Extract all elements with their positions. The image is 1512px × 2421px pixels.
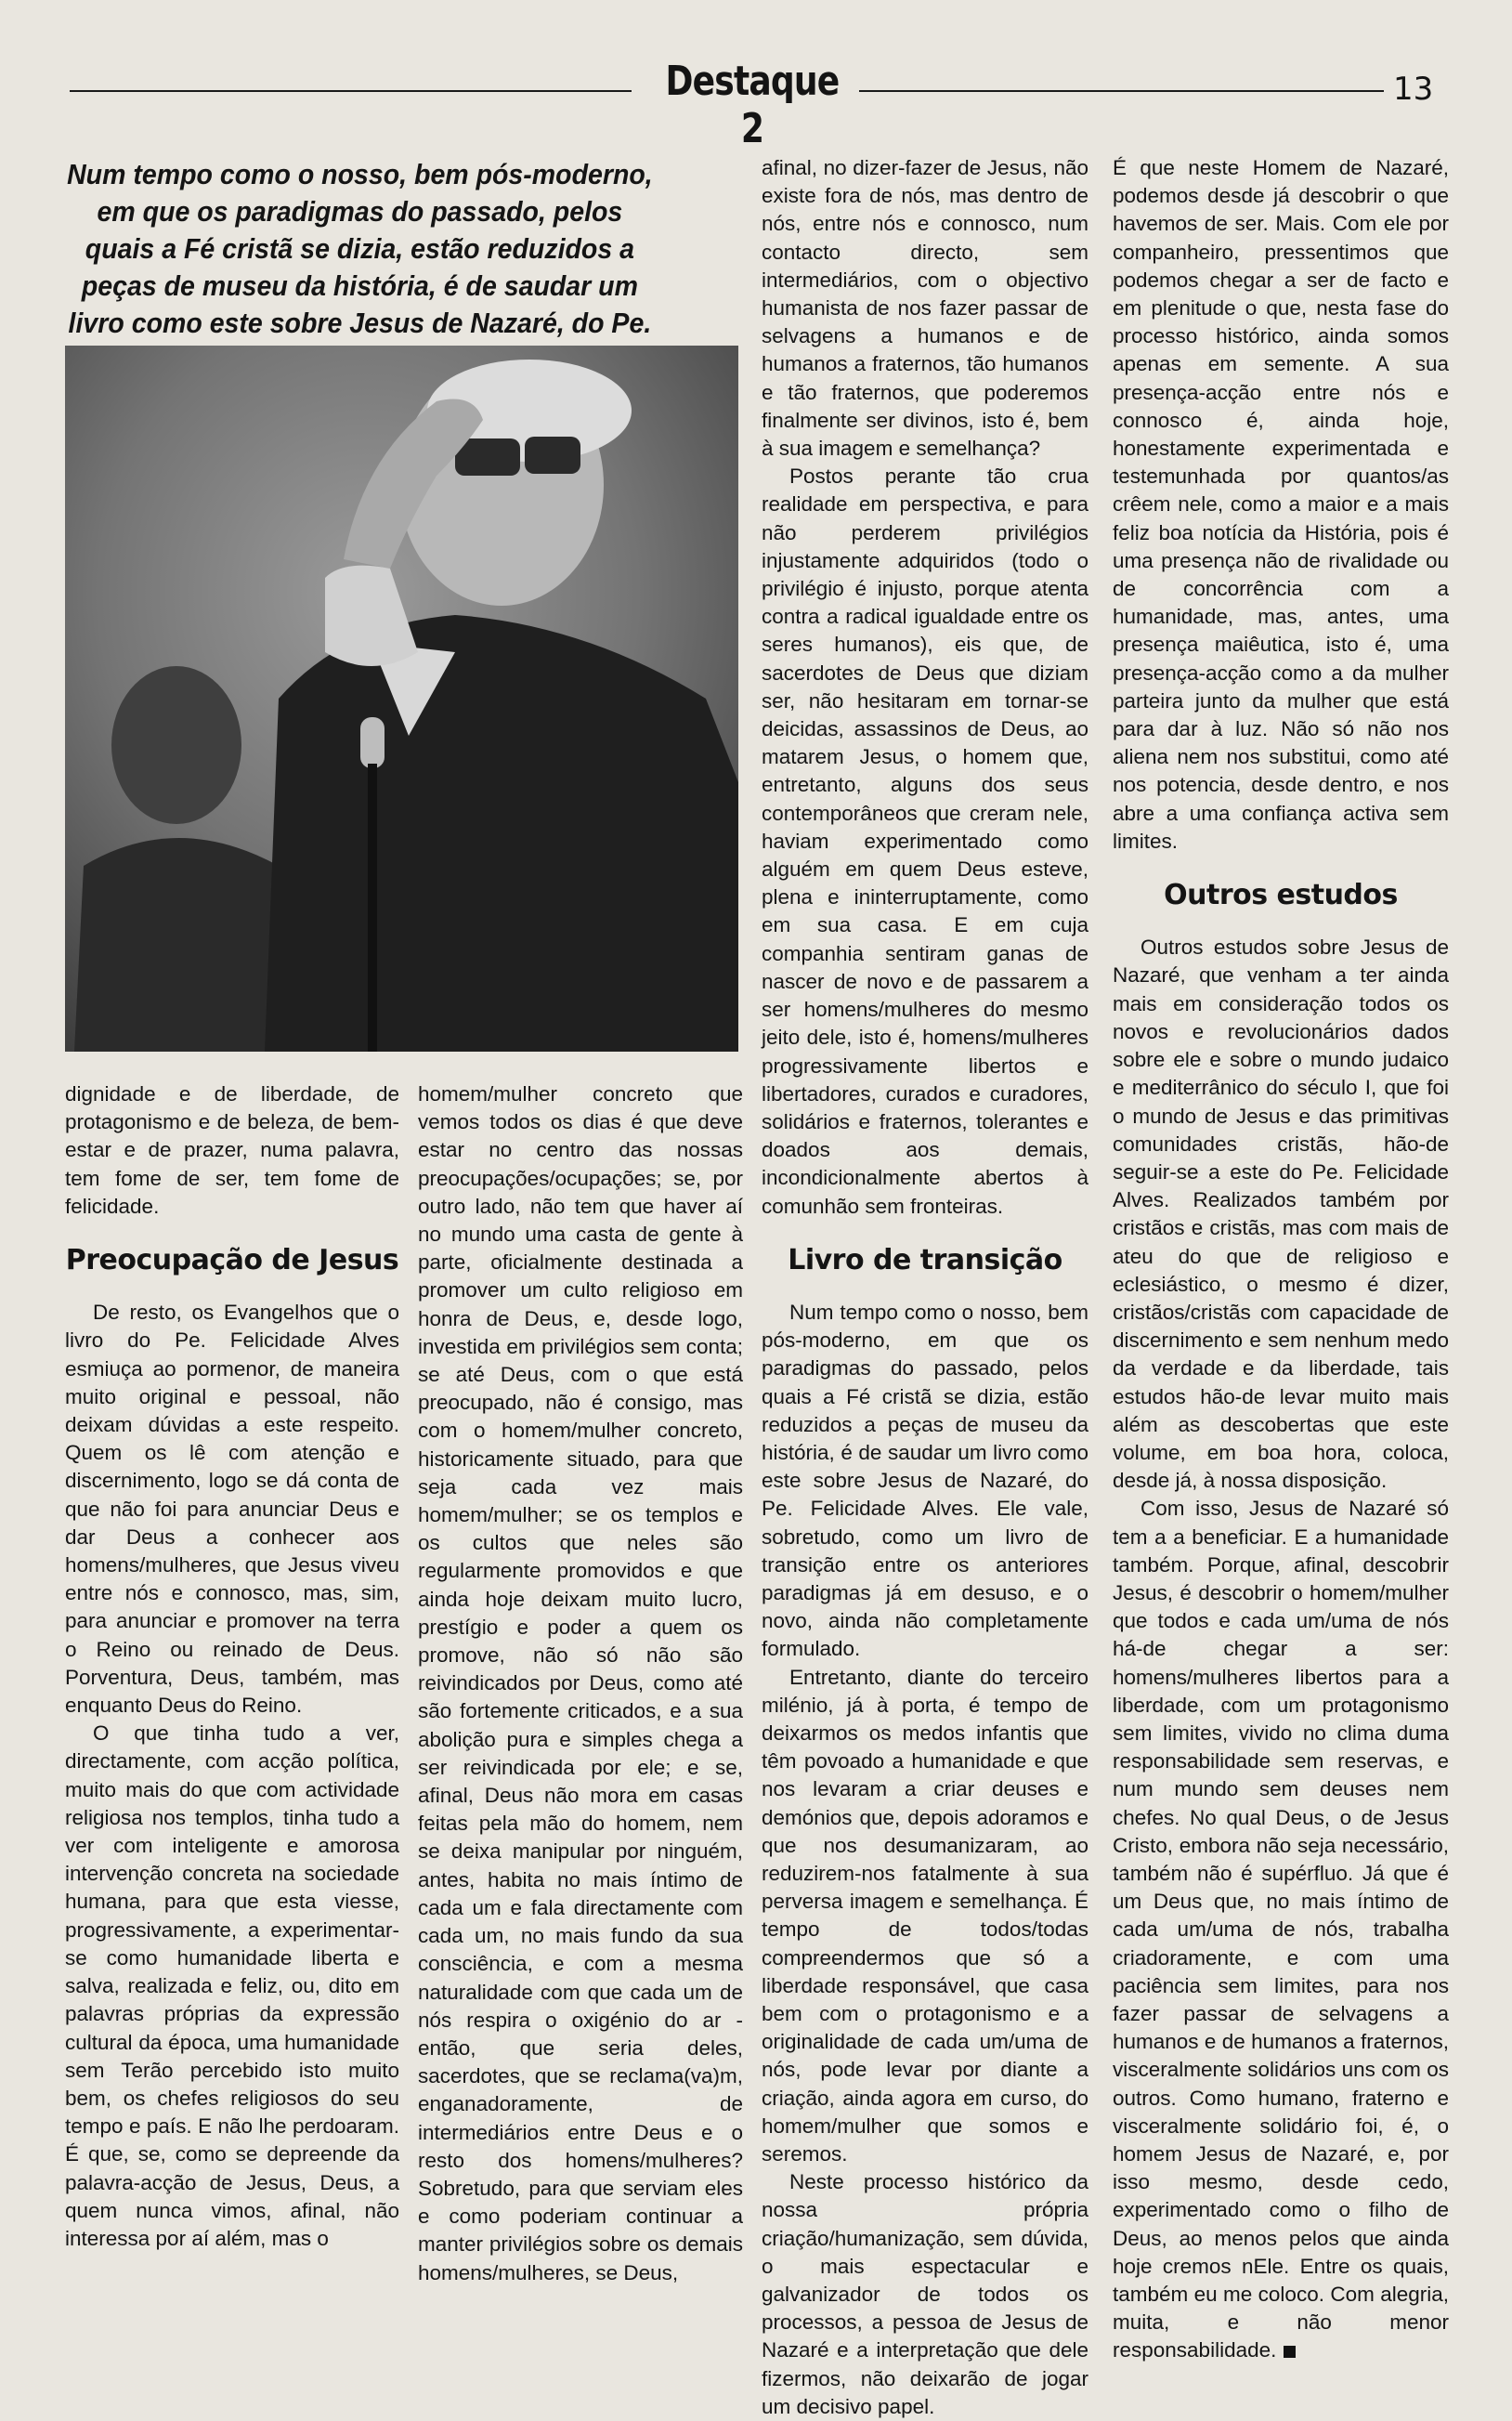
column-2 <box>418 1080 743 2287</box>
end-of-article-mark <box>1284 2346 1296 2358</box>
heading-livro-de-transicao: Livro de transição <box>788 1243 1062 1276</box>
col1-paragraph-1: dignidade e de liberdade, de protagonismo e de beleza, de bem-estar e de prazer, numa palavra, tem fome de ser, tem fome de felicidade. <box>65 1082 399 1218</box>
col4-paragraph-1: É que neste Homem de Nazaré, podemos desde já descobrir o que havemos de ser. Mais. Com ele por companheiro, pressentimos que podemos chegar a ser de facto e em plenitude o que, nesta fase do processo histórico, ainda somos apenas em semente. A sua presença-acção entre nós e connosco é, ainda hoje, honestamente experimentada e testemunhada por quantos/as crêem nele, como a maior e a mais feliz boa notícia da História, pois é uma presença não de rivalidade ou de concorrência com a humanidade, mas, antes, uma presença maiêutica, isto é, uma presença-acção como a da mulher parteira junto da mulher que está para dar à luz. Não só não nos aliena nem nos substitui, como até nos potencia, desde dentro, e nos abre a uma confiança activa sem limites. <box>1113 156 1449 853</box>
col4-paragraph-2: Outros estudos sobre Jesus de Nazaré, que venham a ter ainda mais em consideração todos os novos e revolucionários dados sobre ele e sobre o mundo judaico e mediterrânico do século I, que foi o mundo de Jesus e das primitivas comunidades cristãs, hão-de seguir-se a este do Pe. Felicidade Alves. Realizados também por cristãos e cristãs, mas com mais de ateu do que de religioso e eclesiástico, o mesmo é dizer, cristãos/cristãs com capacidade de discernimento e sem nenhum medo da verdade e da liberdade, tais estudos hão-de levar muito mais além as descobertas que este volume, em boa hora, coloca, desde já, à nossa disposição. <box>1113 936 1449 1493</box>
photo-man-speaking <box>65 346 738 1052</box>
col3-paragraph-3: Num tempo como o nosso, bem pós-moderno, em que os paradigmas do passado, pelos quais a Fé cristã se dizia, estão reduzidos a peças de museu da história, é de saudar um livro como este sobre Jesus de Nazaré, do Pe. Felicidade Alves. Ele vale, sobretudo, como um livro de transição entre os anteriores paradigmas já em desuso, e o novo, ainda não completamente formulado. <box>762 1300 1088 1661</box>
header-rule-left <box>70 90 632 92</box>
col3-paragraph-5: Neste processo histórico da nossa própria criação/humanização, sem dúvida, o mais espectacular e galvanizador de todos os processos, a pessoa de Jesus de Nazaré e a interpretação que dele fizermos, não deixarão de jogar um decisivo papel. <box>762 2170 1088 2418</box>
heading-preocupacao-de-jesus: Preocupação de Jesus <box>65 1244 399 1277</box>
section-title: Destaque 2 <box>665 58 840 152</box>
col3-paragraph-1: afinal, no dizer-fazer de Jesus, não existe fora de nós, mas dentro de nós, entre nós e connosco, num contacto directo, sem intermediários, com o objectivo humanista de nos fazer passar de selvagens a humanos e de humanos a fraternos, tão humanos e tão fraternos, que poderemos finalmente ser divinos, isto é, bem à sua imagem e semelhança? <box>762 156 1088 461</box>
page-number: 13 <box>1393 71 1434 108</box>
col3-paragraph-4: Entretanto, diante do terceiro milénio, já à porta, é tempo de deixarmos os medos infantis que têm povoado a humanidade e que nos levaram a criar deuses e demónios que, depois adoramos e que nos desumanizaram, ao reduzirem-nos fatalmente à sua perversa imagem e semelhança. É tempo de todos/todas compreendermos que só a liberdade responsável, que casa bem com o protagonismo e a originalidade de cada um/uma de nós, pode levar por diante a criação, ainda agora em curso, do homem/mulher que somos e seremos. <box>762 1665 1088 2166</box>
header-rule-right <box>859 90 1384 92</box>
col2-paragraph-1: homem/mulher concreto que vemos todos os dias é que deve estar no centro das nossas preocupações/ocupações; se, por outro lado, não tem que haver aí no mundo uma casta de gente à parte, oficialmente destinada a promover um culto religioso em honra de Deus, e, desde logo, investida em privilégios sem conta; se até Deus, com o que está preocupado, não é consigo, mas com o homem/mulher concreto, historicamente situado, para que seja cada vez mais homem/mulher; se os templos e os cultos que neles são regularmente promovidos e que ainda hoje deixam muito lucro, prestígio e poder a quem os promove, não só não são reivindicados por Deus, como até são fortemente criticados, e a sua abolição pura e simples chega a ser reivindicada por ele; e se, afinal, Deus não mora em casas feitas pela mão do homem, nem se deixa manipular por ninguém, antes, habita no mais íntimo de cada um e fala directamente com cada um, no mais fundo da sua consciência, e com a mesma naturalidade com que cada um de nós respira o oxigénio do ar - então, que seria deles, sacerdotes, que se reclama(va)m, enganadoramente, de intermediários entre Deus e o resto dos homens/mulheres? Sobretudo, para que serviam eles e como poderiam continuar a manter privilégios sobre os demais homens/mulheres, se Deus, <box>418 1082 743 2284</box>
col1-paragraph-2: De resto, os Evangelhos que o livro do Pe. Felicidade Alves esmiuça ao pormenor, de maneira muito original e pessoal, não deixam dúvidas a este respeito. Quem os lê com atenção e discernimento, logo se dá conta de que não foi para anunciar Deus e dar Deus a conhecer aos homens/mulheres, que Jesus viveu entre nós e connosco, mas, sim, para anunciar e promover na terra o Reino ou reinado de Deus. Porventura, Deus, também, mas enquanto Deus do Reino. <box>65 1301 399 1718</box>
column-4 <box>1113 154 1449 2365</box>
column-3 <box>762 154 1088 2421</box>
col3-paragraph-2: Postos perante tão crua realidade em perspectiva, e para não perderem privilégios injustamente adquiridos (todo o privilégio é injusto, porque atenta contra a radical igualdade entre os seres humanos), eis que, de sacerdotes de Deus que diziam ser, não hesitaram em tornar-se deicidas, assassinos de Deus, ao matarem Jesus, o homem que, entretanto, alguns dos seus contemporâneos que creram nele, haviam experimentado como alguém em quem Deus esteve, plena e ininterruptamente, como em sua casa. E em cuja companhia sentiram ganas de nascer de novo e de passarem a ser homens/mulheres do mesmo jeito dele, isto é, homens/mulheres progressivamente libertos e libertadores, curados e curadores, solidários e fraternos, tolerantes e doados aos demais, incondicionalmente abertos à comunhão sem fronteiras. <box>762 465 1088 1218</box>
heading-outros-estudos: Outros estudos <box>1164 879 1398 912</box>
col4-paragraph-3-wrap <box>1113 1495 1449 2364</box>
col1-paragraph-3: O que tinha tudo a ver, directamente, com acção política, muito mais do que com actividade religiosa nos templos, tinha tudo a ver com inteligente e amorosa intervenção concreta na sociedade humana, para que esta viesse, progressivamente, a experimentar-se como humanidade liberta e salva, realizada e feliz, ou, dito em palavras próprias da expressão cultural da época, uma humanidade sem Terão percebido isto muito bem, os chefes religiosos do seu tempo e país. E não lhe perdoaram. É que, se, como se depreende da palavra-acção de Jesus, Deus, a quem nunca vimos, afinal, não interessa por aí além, mas o <box>65 1721 399 2250</box>
column-1 <box>65 1080 399 2253</box>
photo-illustration <box>65 346 738 1052</box>
col4-paragraph-3: Com isso, Jesus de Nazaré só tem a a beneficiar. E a humanidade também. Porque, afinal, descobrir Jesus, é descobrir o homem/mulher que todos e cada um/uma de nós há-de chegar a ser: homens/mulheres libertos para a liberdade, com um protagonismo sem limites, vivido no clima duma responsabilidade sem reservas, e num mundo sem deuses nem chefes. No qual Deus, o de Jesus Cristo, embora não seja necessário, também não é supérfluo. Já que é um Deus que, no mais íntimo de cada um/uma de nós, trabalha criadoramente, e com uma paciência sem limites, para nos fazer passar de selvagens a humanos e de humanos a fraternos, visceralmente solidários uns com os outros. Como humano, fraterno e visceralmente solidário foi, é, o homem Jesus de Nazaré, e, por isso mesmo, desde cedo, experimentado como o filho de Deus, ao menos pelos que ainda hoje cremos nEle. Entre os quais, também eu me coloco. Com alegria, muita, e não menor responsabilidade. <box>1113 1497 1449 2362</box>
lead-paragraph: Num tempo como o nosso, bem pós-moderno, em que os paradigmas do passado, pelos quais a Fé cristã se dizia, estão reduzidos a peças de museu da história, é de saudar um livro como este sobre Jesus de Nazaré, do Pe. <box>67 158 653 339</box>
